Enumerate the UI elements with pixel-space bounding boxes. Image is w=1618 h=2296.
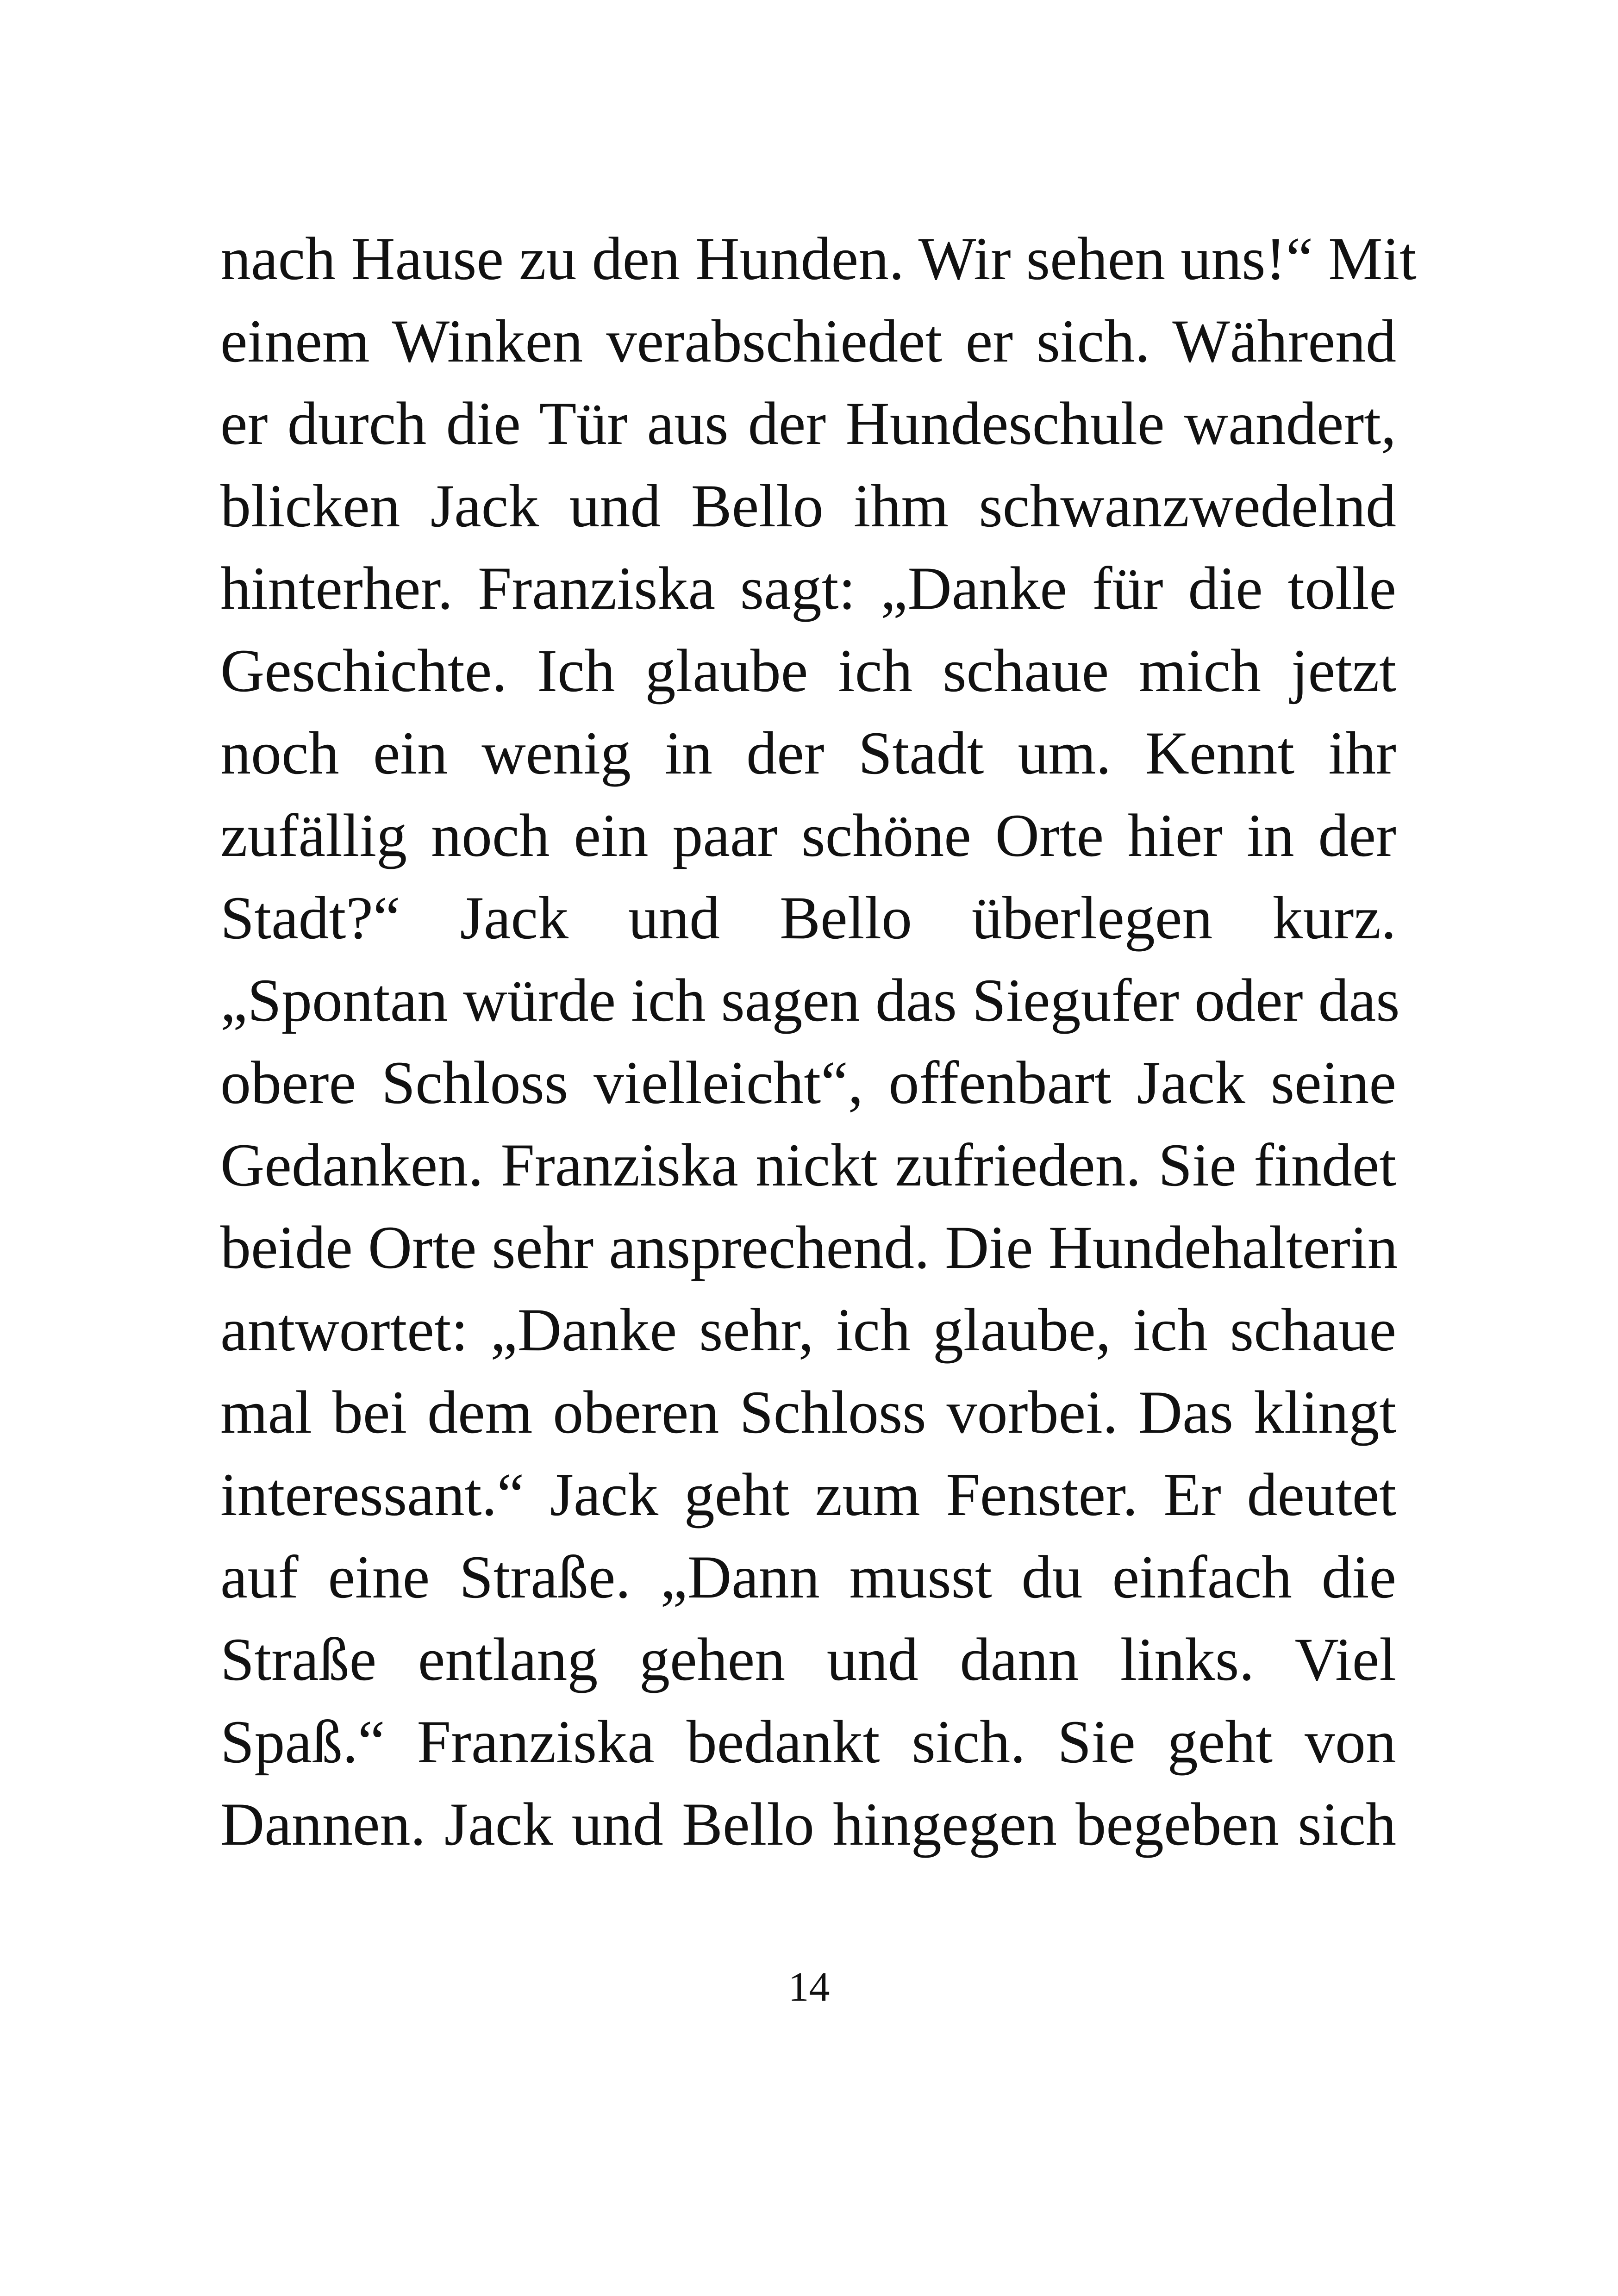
- text-line: mal bei dem oberen Schloss vorbei. Das klingt: [220, 1378, 1396, 1446]
- text-line: Spaß.“ Franziska bedankt sich. Sie geht von: [220, 1708, 1396, 1776]
- text-line: Straße entlang gehen und dann links. Viel: [220, 1625, 1396, 1693]
- text-line: antwortet: „Danke sehr, ich glaube, ich schaue: [220, 1296, 1396, 1364]
- text-line: Geschichte. Ich glaube ich schaue mich jetzt: [220, 636, 1396, 705]
- text-line: einem Winken verabschiedet er sich. Während: [220, 307, 1396, 375]
- text-line: Dannen. Jack und Bello hingegen begeben sich: [220, 1790, 1396, 1858]
- page-number: 14: [788, 1964, 830, 2010]
- text-line: noch ein wenig in der Stadt um. Kennt ihr: [220, 719, 1396, 787]
- text-line: obere Schloss vielleicht“, offenbart Jack seine: [220, 1048, 1396, 1117]
- text-line: nach Hause zu den Hunden. Wir sehen uns!“ Mit: [220, 225, 1417, 293]
- text-line: blicken Jack und Bello ihm schwanzwedelnd: [220, 472, 1396, 540]
- text-line: zufällig noch ein paar schöne Orte hier in der: [220, 801, 1396, 869]
- body-text: [220, 218, 1417, 1866]
- text-line: Stadt?“ Jack und Bello überlegen kurz.: [220, 884, 1396, 952]
- text-line: er durch die Tür aus der Hundeschule wandert,: [220, 389, 1396, 457]
- text-line: hinterher. Franziska sagt: „Danke für die tolle: [220, 554, 1396, 622]
- text-line: beide Orte sehr ansprechend. Die Hundehalterin: [220, 1213, 1398, 1281]
- text-line: Gedanken. Franziska nickt zufrieden. Sie findet: [220, 1131, 1396, 1199]
- text-line: interessant.“ Jack geht zum Fenster. Er deutet: [220, 1460, 1396, 1529]
- text-line: auf eine Straße. „Dann musst du einfach die: [220, 1543, 1396, 1611]
- text-line: „Spontan würde ich sagen das Siegufer oder das: [220, 966, 1400, 1034]
